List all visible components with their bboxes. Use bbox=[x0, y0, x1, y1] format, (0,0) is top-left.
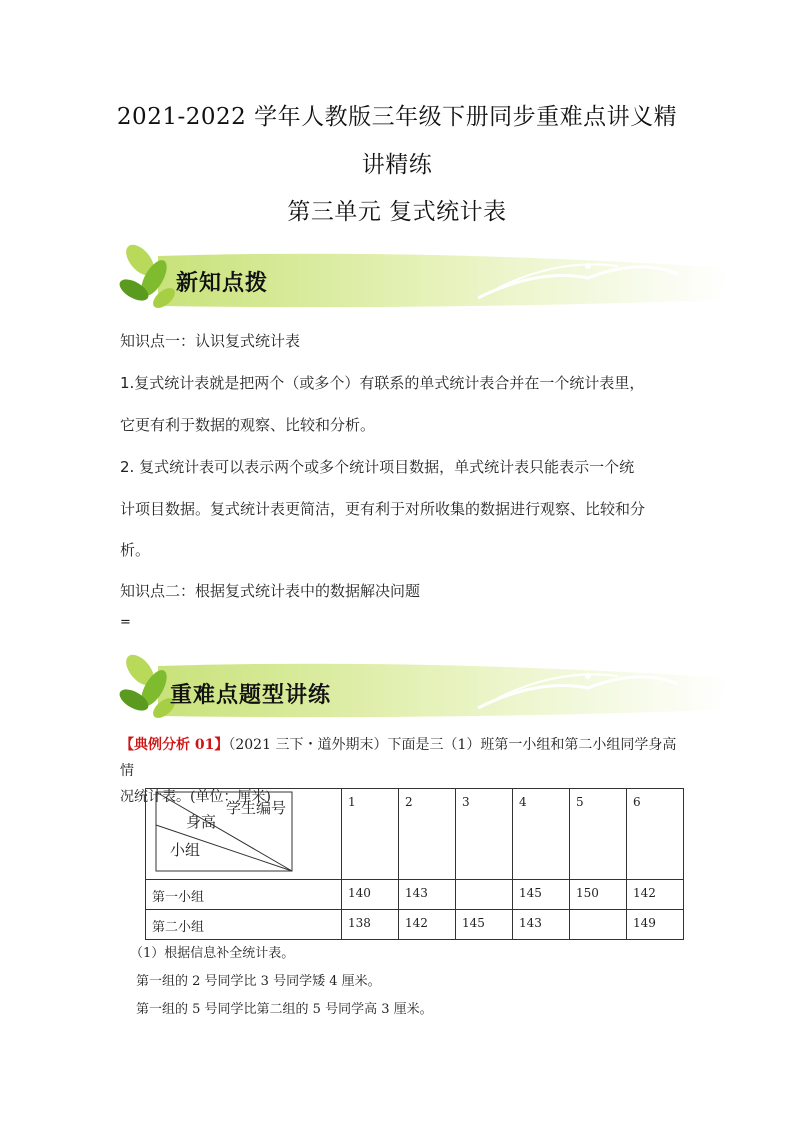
paragraph-2-line-3: 析。 bbox=[120, 541, 151, 559]
table-cell: 143 bbox=[513, 910, 570, 940]
table-cell: 140 bbox=[342, 880, 399, 910]
table-cell: 143 bbox=[399, 880, 456, 910]
question-1-hint-a: 第一组的 2 号同学比 3 号同学矮 4 厘米。 bbox=[136, 974, 381, 989]
row-label: 第一小组 bbox=[146, 880, 342, 910]
table-cell: 145 bbox=[456, 910, 513, 940]
corner-label-group: 小组 bbox=[170, 841, 201, 859]
table-cell-blank bbox=[570, 910, 627, 940]
column-header: 6 bbox=[627, 789, 684, 880]
corner-label-student-number: 学生编号 bbox=[226, 799, 287, 817]
table-cell: 145 bbox=[513, 880, 570, 910]
unit-subtitle: 第三单元 复式统计表 bbox=[287, 199, 507, 225]
example-text-line-1: （2021 三下・道外期末）下面是三（1）班第一小组和第二小组同学身高情 bbox=[120, 737, 677, 779]
table-row bbox=[146, 880, 684, 910]
paragraph-2-line-2: 计项目数据。复式统计表更简洁，更有利于对所收集的数据进行观察、比较和分 bbox=[120, 500, 646, 518]
table-corner-header bbox=[146, 789, 342, 880]
column-header: 5 bbox=[570, 789, 627, 880]
table-cell: 150 bbox=[570, 880, 627, 910]
section-banner-new-knowledge bbox=[118, 238, 730, 316]
paragraph-1-line-2: 它更有利于数据的观察、比较和分析。 bbox=[120, 416, 376, 434]
column-header: 1 bbox=[342, 789, 399, 880]
equals-mark: = bbox=[120, 615, 131, 630]
height-statistics-table bbox=[145, 788, 684, 940]
table-cell: 149 bbox=[627, 910, 684, 940]
table-row bbox=[146, 910, 684, 940]
document-title-line2: 讲精练 bbox=[361, 152, 433, 178]
corner-label-height: 身高 bbox=[186, 813, 217, 831]
knowledge-point-2-heading: 知识点二：根据复式统计表中的数据解决问题 bbox=[120, 582, 421, 600]
column-header: 3 bbox=[456, 789, 513, 880]
table-cell: 142 bbox=[399, 910, 456, 940]
banner-label: 重难点题型讲练 bbox=[170, 683, 332, 708]
table-cell-blank bbox=[456, 880, 513, 910]
table-cell: 138 bbox=[342, 910, 399, 940]
example-text-line-2: 况统计表。(单位：厘米) bbox=[120, 789, 271, 805]
knowledge-point-1-heading: 知识点一：认识复式统计表 bbox=[120, 332, 301, 350]
column-header: 4 bbox=[513, 789, 570, 880]
section-banner-key-problems bbox=[118, 648, 730, 726]
paragraph-2-line-1: 2. 复式统计表可以表示两个或多个统计项目数据，单式统计表只能表示一个统 bbox=[120, 458, 635, 476]
paragraph-1-line-1: 1.复式统计表就是把两个（或多个）有联系的单式统计表合并在一个统计表里， bbox=[120, 374, 645, 392]
column-header: 2 bbox=[399, 789, 456, 880]
document-title-line1: 2021-2022 学年人教版三年级下册同步重难点讲义精 bbox=[116, 104, 678, 130]
question-1-hint-b: 第一组的 5 号同学比第二组的 5 号同学高 3 厘米。 bbox=[136, 1002, 433, 1017]
row-label: 第二小组 bbox=[146, 910, 342, 940]
example-tag: 【典例分析 01】 bbox=[120, 737, 229, 753]
question-1: （1）根据信息补全统计表。 bbox=[130, 946, 295, 961]
banner-label: 新知点拨 bbox=[176, 271, 269, 296]
table-cell: 142 bbox=[627, 880, 684, 910]
